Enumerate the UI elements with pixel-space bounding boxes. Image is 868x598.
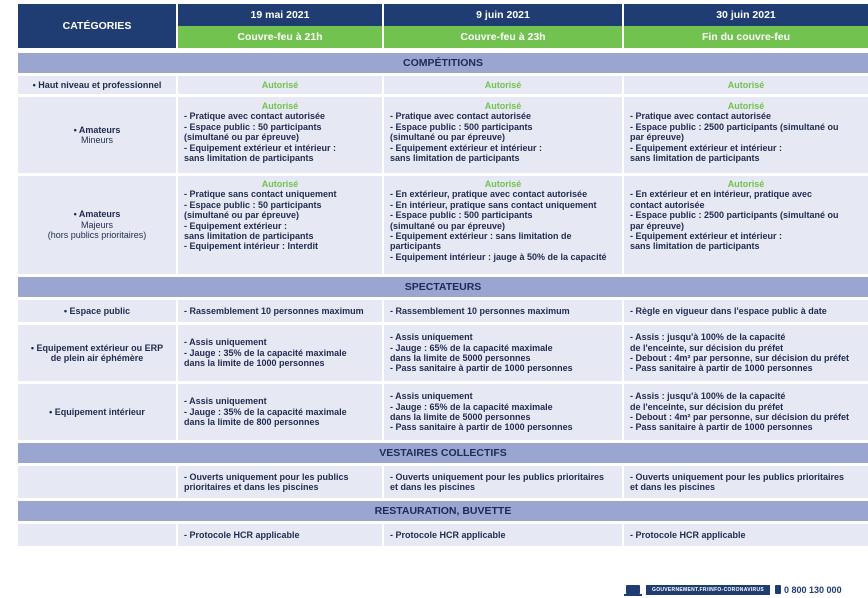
text-line: - Assis uniquement [390, 332, 473, 343]
text-line: (simultané ou par épreuve) [390, 220, 506, 231]
category-label: • Amateurs [73, 124, 121, 135]
text-line: dans la limite de 800 personnes [184, 417, 320, 428]
text-line: - Protocole HCR applicable [184, 529, 300, 540]
text-line: - Protocole HCR applicable [390, 529, 506, 540]
categories-header [18, 4, 176, 48]
text-line: (simultané ou par épreuve) [390, 132, 506, 143]
text-line: - Espace public : 50 participants [184, 199, 322, 210]
text-line: - Protocole HCR applicable [630, 529, 746, 540]
authorized-label: Autorisé [727, 101, 765, 111]
text-line: - En intérieur, pratique sans contact uniquement [390, 199, 597, 210]
authorized-label: Autorisé [261, 79, 299, 90]
phone-number[interactable]: 0 800 130 000 [784, 584, 842, 595]
text-line: - Rassemblement 10 personnes maximum [184, 305, 364, 316]
text-line: - Equipement intérieur : Interdit [184, 241, 319, 252]
text-line: et dans les piscines [390, 482, 476, 492]
phase-header-3 [622, 26, 868, 48]
value-cell [176, 76, 382, 94]
phone-icon [775, 585, 781, 594]
text-line: - Rassemblement 10 personnes maximum [390, 305, 570, 316]
text-line: dans la limite de 5000 personnes [390, 353, 531, 363]
authorized-label: Autorisé [727, 79, 765, 90]
category-equipement-interieur [18, 384, 176, 440]
section-vestiaires [18, 443, 868, 463]
text-line: - Pass sanitaire à partir de 1000 personnes [390, 363, 573, 374]
footer [626, 584, 842, 595]
text-line: prioritaires et dans les piscines [184, 482, 319, 492]
text-line: - Règle en vigueur dans l'espace public à date [630, 305, 827, 316]
text-line: - Equipement extérieur et intérieur : [390, 142, 543, 153]
value-cell [622, 384, 868, 440]
text-line: - Pratique sans contact uniquement [184, 189, 337, 200]
phase-2: Couvre-feu à 23h [460, 30, 546, 43]
text-line: - Equipement intérieur : jauge à 50% de la capacité [390, 251, 607, 262]
category-sublabel: Mineurs [80, 135, 113, 145]
value-cell [176, 466, 382, 498]
date-header-1 [176, 4, 382, 26]
value-cell [622, 325, 868, 381]
text-line: - En extérieur, pratique avec contact autorisée [390, 189, 588, 200]
value-cell [382, 524, 622, 546]
date-header-3 [622, 4, 868, 26]
text-line: - Equipement extérieur et intérieur : [630, 231, 783, 242]
authorized-label: Autorisé [484, 179, 522, 189]
category-empty [18, 466, 176, 498]
category-label-2: de plein air éphémère [50, 353, 144, 363]
category-equipement-exterieur [18, 325, 176, 381]
text-line: - Assis : jusqu'à 100% de la capacité [630, 391, 786, 402]
text-line: - Equipement extérieur : [184, 220, 288, 231]
text-line: - Espace public : 500 participants [390, 210, 533, 221]
section-title: COMPÉTITIONS [403, 56, 483, 69]
text-line: - Jauge : 65% de la capacité maximale [390, 401, 553, 412]
text-line: - En extérieur et en intérieur, pratique avec [630, 189, 813, 200]
text-line: - Ouverts uniquement pour les publics prioritaires [390, 471, 605, 482]
authorized-label: Autorisé [727, 179, 765, 189]
category-espace-public [18, 300, 176, 322]
category-empty [18, 524, 176, 546]
measures-table [18, 4, 868, 546]
text-line: - Jauge : 35% de la capacité maximale [184, 347, 347, 358]
category-label: • Haut niveau et professionnel [32, 79, 162, 90]
text-line: sans limitation de participants [390, 153, 520, 164]
text-line: - Pass sanitaire à partir de 1000 personnes [630, 422, 813, 433]
value-cell [622, 300, 868, 322]
text-line: - Ouverts uniquement pour les publics [184, 471, 349, 482]
value-cell [622, 176, 868, 274]
section-title: VESTAIRES COLLECTIFS [379, 446, 507, 459]
text-line: - Debout : 4m² par personne, sur décision du préfet [630, 353, 850, 363]
text-line: sans limitation de participants [630, 241, 760, 252]
value-cell [176, 384, 382, 440]
category-label: • Espace public [63, 305, 131, 316]
text-line: dans la limite de 5000 personnes [390, 412, 531, 422]
category-label: • Equipement intérieur [49, 406, 145, 417]
text-line: par épreuve) [630, 220, 685, 231]
phase-3: Fin du couvre-feu [701, 30, 791, 43]
categories-label: CATÉGORIES [62, 19, 132, 32]
value-cell [176, 524, 382, 546]
text-line: (simultané ou par épreuve) [184, 132, 300, 143]
value-cell [176, 176, 382, 274]
text-line: - Pratique avec contact autorisée [184, 111, 326, 122]
category-sublabel-2: (hors publics prioritaires) [47, 230, 147, 241]
text-line: - Debout : 4m² par personne, sur décision du préfet [630, 412, 850, 422]
text-line: - Assis uniquement [390, 391, 473, 402]
value-cell [176, 97, 382, 173]
text-line: contact autorisée [630, 199, 705, 210]
text-line: sans limitation de participants [184, 153, 314, 164]
text-line: - Pratique avec contact autorisée [390, 111, 532, 122]
text-line: - Equipement extérieur : sans limitation de [390, 231, 572, 242]
value-cell [176, 300, 382, 322]
date-header-2 [382, 4, 622, 26]
text-line: - Espace public : 500 participants [390, 121, 533, 132]
value-cell [622, 524, 868, 546]
phase-header-2 [382, 26, 622, 48]
text-line: - Assis uniquement [184, 337, 267, 348]
value-cell [382, 97, 622, 173]
phase-1: Couvre-feu à 21h [237, 30, 323, 43]
text-line: - Pass sanitaire à partir de 1000 personnes [630, 363, 813, 374]
value-cell [176, 325, 382, 381]
value-cell [382, 466, 622, 498]
text-line: par épreuve) [630, 132, 685, 143]
date-1: 19 mai 2021 [250, 8, 310, 21]
value-cell [382, 176, 622, 274]
value-cell [622, 76, 868, 94]
category-haut-niveau [18, 76, 176, 94]
value-cell [382, 300, 622, 322]
section-competitions [18, 53, 868, 73]
category-amateurs-majeurs [18, 176, 176, 274]
text-line: de l'enceinte, sur décision du préfet [630, 342, 784, 353]
date-2: 9 juin 2021 [476, 8, 530, 21]
value-cell [622, 97, 868, 173]
value-cell [382, 384, 622, 440]
text-line: - Espace public : 2500 participants (simultané ou [630, 210, 839, 221]
text-line: - Ouverts uniquement pour les publics prioritaires [630, 471, 845, 482]
website-link[interactable]: GOUVERNEMENT.FR/INFO-CORONAVIRUS [646, 585, 770, 595]
authorized-label: Autorisé [484, 101, 522, 111]
value-cell [622, 466, 868, 498]
value-cell [382, 325, 622, 381]
text-line: - Assis : jusqu'à 100% de la capacité [630, 332, 786, 343]
text-line: - Espace public : 50 participants [184, 121, 322, 132]
text-line: - Espace public : 2500 participants (simultané ou [630, 121, 839, 132]
text-line: - Equipement extérieur et intérieur : [184, 142, 337, 153]
date-3: 30 juin 2021 [716, 8, 776, 21]
text-line: dans la limite de 1000 personnes [184, 358, 325, 369]
text-line: participants [390, 241, 442, 252]
phase-header-1 [176, 26, 382, 48]
text-line: sans limitation de participants [184, 231, 314, 242]
text-line: - Jauge : 35% de la capacité maximale [184, 406, 347, 417]
text-line: - Pratique avec contact autorisée [630, 111, 772, 122]
text-line: de l'enceinte, sur décision du préfet [630, 401, 784, 412]
text-line: (simultané ou par épreuve) [184, 210, 300, 221]
category-label: • Equipement extérieur ou ERP [30, 342, 164, 353]
text-line: sans limitation de participants [630, 153, 760, 164]
section-title: SPECTATEURS [404, 280, 482, 293]
text-line: - Pass sanitaire à partir de 1000 personnes [390, 422, 573, 433]
text-line: et dans les piscines [630, 482, 716, 492]
text-line: - Assis uniquement [184, 396, 267, 407]
authorized-label: Autorisé [261, 179, 299, 189]
authorized-label: Autorisé [261, 101, 299, 111]
category-label: • Amateurs [73, 209, 121, 220]
section-restauration [18, 501, 868, 521]
text-line: - Jauge : 65% de la capacité maximale [390, 342, 553, 353]
category-sublabel: Majeurs [80, 219, 113, 230]
category-amateurs-mineurs [18, 97, 176, 173]
value-cell [382, 76, 622, 94]
text-line: - Equipement extérieur et intérieur : [630, 142, 783, 153]
computer-icon [626, 585, 640, 594]
authorized-label: Autorisé [484, 79, 522, 90]
section-title: RESTAURATION, BUVETTE [374, 504, 512, 517]
section-spectateurs [18, 277, 868, 297]
